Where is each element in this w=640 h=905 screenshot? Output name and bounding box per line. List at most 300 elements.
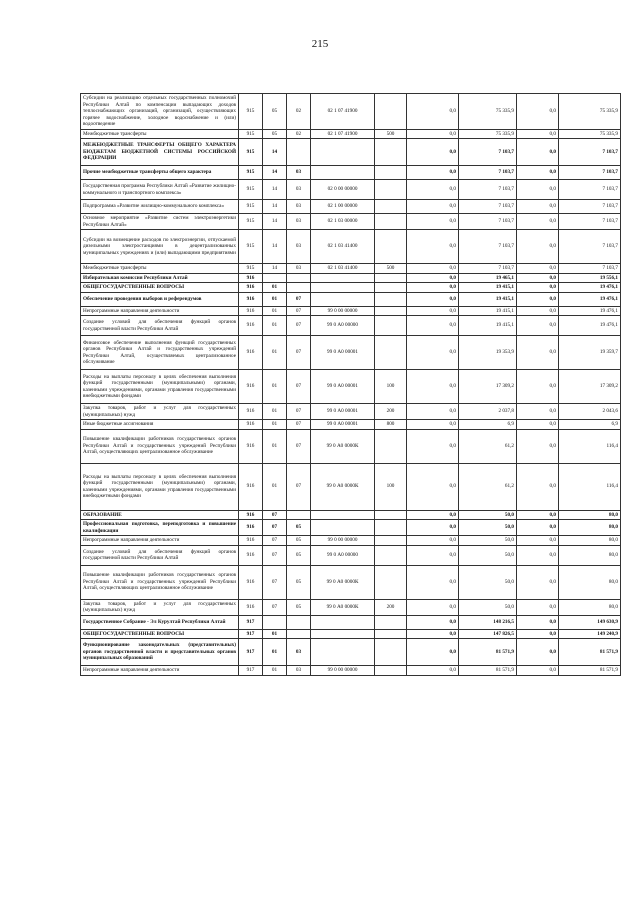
amount-cell: 0,0 — [517, 336, 559, 370]
amount-cell: 0,0 — [517, 429, 559, 463]
amount-cell: 0,0 — [517, 264, 559, 274]
amount-cell: 7 103,7 — [459, 214, 517, 230]
amount-cell: 7 103,7 — [459, 200, 517, 214]
amount-cell: 19 465,1 — [459, 273, 517, 283]
section-code-cell: 01 — [263, 283, 287, 293]
subsection-code-cell — [287, 615, 311, 629]
table-row — [81, 615, 621, 629]
subsection-code-cell: 07 — [287, 420, 311, 430]
expense-type-cell: 800 — [375, 420, 407, 430]
section-code-cell: 14 — [263, 139, 287, 166]
amount-cell: 0,0 — [517, 180, 559, 200]
amount-cell: 19 353,9 — [459, 336, 517, 370]
expense-type-cell — [375, 316, 407, 336]
amount-cell: 0,0 — [517, 230, 559, 264]
amount-cell: 0,0 — [407, 264, 459, 274]
section-code-cell: 07 — [263, 565, 287, 599]
row-name-cell: Непрограммные направления деятельности — [81, 306, 239, 316]
amount-cell: 0,0 — [517, 166, 559, 180]
amount-cell: 0,0 — [407, 292, 459, 306]
admin-code-cell: 916 — [239, 336, 263, 370]
amount-cell: 7 103,7 — [559, 214, 621, 230]
budget-table — [80, 93, 621, 676]
target-item-cell: 99 0 А0 00000 — [311, 316, 375, 336]
amount-cell: 81 571,9 — [559, 666, 621, 676]
amount-cell: 19 359,7 — [559, 336, 621, 370]
admin-code-cell: 915 — [239, 166, 263, 180]
amount-cell: 0,0 — [407, 420, 459, 430]
amount-cell: 80,0 — [559, 510, 621, 520]
table-row — [81, 336, 621, 370]
section-code-cell: 05 — [263, 129, 287, 139]
amount-cell: 81 571,9 — [559, 639, 621, 666]
amount-cell: 0,0 — [407, 510, 459, 520]
amount-cell: 7 103,7 — [459, 180, 517, 200]
section-code-cell — [263, 615, 287, 629]
amount-cell: 19 476,1 — [559, 316, 621, 336]
row-name-cell: Межбюджетные трансферты — [81, 129, 239, 139]
table-row — [81, 639, 621, 666]
amount-cell: 19 415,1 — [459, 306, 517, 316]
table-row — [81, 463, 621, 510]
amount-cell: 0,0 — [517, 404, 559, 420]
subsection-code-cell: 05 — [287, 520, 311, 536]
amount-cell: 0,0 — [517, 200, 559, 214]
admin-code-cell: 916 — [239, 520, 263, 536]
table-row — [81, 273, 621, 283]
amount-cell: 0,0 — [517, 283, 559, 293]
subsection-code-cell: 02 — [287, 94, 311, 130]
table-row — [81, 404, 621, 420]
subsection-code-cell: 07 — [287, 404, 311, 420]
expense-type-cell — [375, 629, 407, 639]
amount-cell: 7 103,7 — [559, 264, 621, 274]
amount-cell: 0,0 — [407, 639, 459, 666]
amount-cell: 0,0 — [407, 273, 459, 283]
amount-cell: 81 571,9 — [459, 639, 517, 666]
subsection-code-cell: 05 — [287, 565, 311, 599]
admin-code-cell: 917 — [239, 639, 263, 666]
amount-cell: 0,0 — [407, 520, 459, 536]
section-code-cell: 05 — [263, 94, 287, 130]
subsection-code-cell: 03 — [287, 666, 311, 676]
amount-cell: 0,0 — [407, 139, 459, 166]
subsection-code-cell: 03 — [287, 200, 311, 214]
admin-code-cell: 915 — [239, 214, 263, 230]
amount-cell: 149 240,9 — [559, 629, 621, 639]
table-row — [81, 565, 621, 599]
amount-cell: 0,0 — [517, 316, 559, 336]
section-code-cell: 14 — [263, 180, 287, 200]
row-name-cell: Обеспечение проведения выборов и референдумов — [81, 292, 239, 306]
amount-cell: 0,0 — [407, 94, 459, 130]
target-item-cell: 02 1 03 00000 — [311, 214, 375, 230]
amount-cell: 2 037,8 — [459, 404, 517, 420]
section-code-cell: 14 — [263, 230, 287, 264]
expense-type-cell — [375, 180, 407, 200]
amount-cell: 0,0 — [517, 306, 559, 316]
subsection-code-cell: 03 — [287, 639, 311, 666]
target-item-cell — [311, 273, 375, 283]
expense-type-cell — [375, 615, 407, 629]
row-name-cell: Повышение квалификации работников государственных органов Республики Алтай и государственных учреждений Республики Алтай, осуществляющих централизованное обслуживание — [81, 429, 239, 463]
expense-type-cell: 100 — [375, 370, 407, 404]
amount-cell: 147 826,5 — [459, 629, 517, 639]
target-item-cell: 02 1 00 00000 — [311, 200, 375, 214]
amount-cell: 0,0 — [517, 129, 559, 139]
section-code-cell: 07 — [263, 536, 287, 546]
amount-cell: 7 103,7 — [459, 264, 517, 274]
section-code-cell: 07 — [263, 545, 287, 565]
table-row — [81, 429, 621, 463]
section-code-cell: 14 — [263, 214, 287, 230]
subsection-code-cell — [287, 139, 311, 166]
row-name-cell: Расходы на выплаты персоналу в целях обеспечения выполнения функций государственными (муниципальными) органами, казенными учреждениями, органами управления государственными внебюджетными фондами — [81, 463, 239, 510]
admin-code-cell: 916 — [239, 316, 263, 336]
amount-cell: 0,0 — [517, 214, 559, 230]
table-row — [81, 139, 621, 166]
amount-cell: 7 103,7 — [559, 200, 621, 214]
target-item-cell: 02 1 03 41400 — [311, 230, 375, 264]
amount-cell: 149 630,9 — [559, 615, 621, 629]
table-row — [81, 420, 621, 430]
target-item-cell — [311, 510, 375, 520]
amount-cell: 0,0 — [407, 306, 459, 316]
amount-cell: 50,0 — [459, 520, 517, 536]
target-item-cell: 02 1 07 41900 — [311, 94, 375, 130]
row-name-cell: ОБЩЕГОСУДАРСТВЕННЫЕ ВОПРОСЫ — [81, 629, 239, 639]
admin-code-cell: 916 — [239, 599, 263, 615]
amount-cell: 6,9 — [559, 420, 621, 430]
amount-cell: 0,0 — [407, 536, 459, 546]
expense-type-cell — [375, 510, 407, 520]
expense-type-cell — [375, 273, 407, 283]
amount-cell: 50,0 — [459, 545, 517, 565]
amount-cell: 0,0 — [407, 283, 459, 293]
target-item-cell: 02 0 00 00000 — [311, 180, 375, 200]
amount-cell: 61,2 — [459, 463, 517, 510]
expense-type-cell — [375, 94, 407, 130]
row-name-cell: Избирательная комиссия Республики Алтай — [81, 273, 239, 283]
table-row — [81, 180, 621, 200]
admin-code-cell: 915 — [239, 129, 263, 139]
admin-code-cell: 915 — [239, 180, 263, 200]
row-name-cell: Создание условий для обеспечения функций органов государственной власти Республики Алтай — [81, 545, 239, 565]
subsection-code-cell — [287, 283, 311, 293]
amount-cell: 0,0 — [407, 230, 459, 264]
section-code-cell: 01 — [263, 639, 287, 666]
amount-cell: 0,0 — [407, 599, 459, 615]
amount-cell: 61,2 — [459, 429, 517, 463]
row-name-cell: Субсидии на возмещение расходов по электроэнергии, отпускаемой дизельными электростанциями в децентрализованных муниципальных учреждениях и (или) выпадающими предприятиями — [81, 230, 239, 264]
section-code-cell: 14 — [263, 200, 287, 214]
amount-cell: 0,0 — [517, 420, 559, 430]
admin-code-cell: 916 — [239, 565, 263, 599]
amount-cell: 0,0 — [517, 370, 559, 404]
admin-code-cell: 916 — [239, 292, 263, 306]
amount-cell: 17 309,2 — [459, 370, 517, 404]
admin-code-cell: 916 — [239, 510, 263, 520]
subsection-code-cell: 07 — [287, 292, 311, 306]
row-name-cell: Непрограммные направления деятельности — [81, 666, 239, 676]
table-row — [81, 666, 621, 676]
table-row — [81, 129, 621, 139]
amount-cell: 80,0 — [559, 536, 621, 546]
table-row — [81, 292, 621, 306]
amount-cell: 0,0 — [407, 615, 459, 629]
amount-cell: 0,0 — [407, 129, 459, 139]
target-item-cell — [311, 629, 375, 639]
section-code-cell: 14 — [263, 166, 287, 180]
subsection-code-cell: 07 — [287, 316, 311, 336]
target-item-cell: 99 0 А0 00001 — [311, 420, 375, 430]
expense-type-cell — [375, 230, 407, 264]
expense-type-cell — [375, 200, 407, 214]
amount-cell: 2 043,6 — [559, 404, 621, 420]
table-row — [81, 306, 621, 316]
subsection-code-cell: 03 — [287, 264, 311, 274]
table-row — [81, 545, 621, 565]
admin-code-cell: 915 — [239, 139, 263, 166]
amount-cell: 0,0 — [517, 536, 559, 546]
expense-type-cell — [375, 565, 407, 599]
section-code-cell: 01 — [263, 370, 287, 404]
section-code-cell: 01 — [263, 463, 287, 510]
amount-cell: 19 415,1 — [459, 283, 517, 293]
target-item-cell: 02 1 07 41900 — [311, 129, 375, 139]
row-name-cell: Расходы на выплаты персоналу в целях обеспечения выполнения функций государственными (муниципальными) органами, казенными учреждениями, органами управления государственными внебюджетными фондами — [81, 370, 239, 404]
admin-code-cell: 915 — [239, 200, 263, 214]
row-name-cell: Иные бюджетные ассигнования — [81, 420, 239, 430]
table-row — [81, 520, 621, 536]
amount-cell: 0,0 — [517, 639, 559, 666]
row-name-cell: МЕЖБЮДЖЕТНЫЕ ТРАНСФЕРТЫ ОБЩЕГО ХАРАКТЕРА БЮДЖЕТАМ БЮДЖЕТНОЙ СИСТЕМЫ РОССИЙСКОЙ ФЕДЕРАЦИИ — [81, 139, 239, 166]
expense-type-cell — [375, 336, 407, 370]
row-name-cell: Межбюджетные трансферты — [81, 264, 239, 274]
row-name-cell: Финансовое обеспечение выполнения функций государственных органов Республики Алтай и государственных учреждений Республики Алтай, осуществляемых централизованное обслуживание — [81, 336, 239, 370]
amount-cell: 0,0 — [407, 545, 459, 565]
expense-type-cell — [375, 283, 407, 293]
amount-cell: 0,0 — [517, 545, 559, 565]
expense-type-cell — [375, 139, 407, 166]
target-item-cell: 99 0 А0 0000К — [311, 429, 375, 463]
row-name-cell: Государственное Собрание - Эл Курултай Республики Алтай — [81, 615, 239, 629]
table-row — [81, 629, 621, 639]
amount-cell: 19 556,1 — [559, 273, 621, 283]
admin-code-cell: 916 — [239, 283, 263, 293]
section-code-cell: 01 — [263, 306, 287, 316]
expense-type-cell — [375, 166, 407, 180]
row-name-cell: Создание условий для обеспечения функций органов государственной власти Республики Алтай — [81, 316, 239, 336]
admin-code-cell: 916 — [239, 273, 263, 283]
section-code-cell: 07 — [263, 520, 287, 536]
amount-cell: 0,0 — [407, 370, 459, 404]
expense-type-cell — [375, 545, 407, 565]
amount-cell: 0,0 — [517, 94, 559, 130]
subsection-code-cell: 07 — [287, 429, 311, 463]
admin-code-cell: 915 — [239, 94, 263, 130]
amount-cell: 0,0 — [517, 463, 559, 510]
section-code-cell: 01 — [263, 404, 287, 420]
row-name-cell: Повышение квалификации работников государственных органов Республики Алтай и государственных учреждений Республики Алтай, осуществляющих централизованное обслуживание — [81, 565, 239, 599]
admin-code-cell: 916 — [239, 370, 263, 404]
table-row — [81, 214, 621, 230]
amount-cell: 7 103,7 — [459, 230, 517, 264]
amount-cell: 0,0 — [517, 599, 559, 615]
amount-cell: 50,0 — [459, 510, 517, 520]
row-name-cell: ОБРАЗОВАНИЕ — [81, 510, 239, 520]
amount-cell: 80,0 — [559, 520, 621, 536]
amount-cell: 148 216,5 — [459, 615, 517, 629]
amount-cell: 0,0 — [407, 166, 459, 180]
section-code-cell: 01 — [263, 666, 287, 676]
target-item-cell — [311, 615, 375, 629]
amount-cell: 75 335,9 — [559, 129, 621, 139]
subsection-code-cell — [287, 510, 311, 520]
target-item-cell — [311, 283, 375, 293]
amount-cell: 0,0 — [407, 180, 459, 200]
amount-cell: 80,0 — [559, 599, 621, 615]
subsection-code-cell: 05 — [287, 536, 311, 546]
target-item-cell: 99 0 А0 00001 — [311, 370, 375, 404]
amount-cell: 7 103,7 — [559, 230, 621, 264]
target-item-cell: 99 0 А0 00001 — [311, 404, 375, 420]
row-name-cell: Закупка товаров, работ и услуг для государственных (муниципальных) нужд — [81, 599, 239, 615]
amount-cell: 0,0 — [407, 316, 459, 336]
expense-type-cell: 500 — [375, 264, 407, 274]
subsection-code-cell: 07 — [287, 463, 311, 510]
target-item-cell: 99 0 А0 0000К — [311, 565, 375, 599]
subsection-code-cell: 03 — [287, 214, 311, 230]
expense-type-cell — [375, 520, 407, 536]
amount-cell: 0,0 — [407, 429, 459, 463]
section-code-cell: 01 — [263, 420, 287, 430]
table-row — [81, 230, 621, 264]
admin-code-cell: 916 — [239, 429, 263, 463]
amount-cell: 19 415,1 — [459, 292, 517, 306]
table-row — [81, 283, 621, 293]
admin-code-cell: 917 — [239, 615, 263, 629]
subsection-code-cell: 07 — [287, 306, 311, 316]
expense-type-cell — [375, 292, 407, 306]
subsection-code-cell: 03 — [287, 166, 311, 180]
target-item-cell — [311, 139, 375, 166]
amount-cell: 0,0 — [407, 404, 459, 420]
amount-cell: 81 571,9 — [459, 666, 517, 676]
row-name-cell: ОБЩЕГОСУДАРСТВЕННЫЕ ВОПРОСЫ — [81, 283, 239, 293]
target-item-cell: 99 0 00 00000 — [311, 536, 375, 546]
subsection-code-cell: 02 — [287, 129, 311, 139]
admin-code-cell: 916 — [239, 306, 263, 316]
expense-type-cell — [375, 639, 407, 666]
subsection-code-cell: 05 — [287, 545, 311, 565]
table-row — [81, 599, 621, 615]
amount-cell: 75 335,9 — [559, 94, 621, 130]
target-item-cell: 99 0 А0 00000 — [311, 545, 375, 565]
expense-type-cell — [375, 306, 407, 316]
section-code-cell: 01 — [263, 336, 287, 370]
amount-cell: 50,0 — [459, 599, 517, 615]
admin-code-cell: 916 — [239, 536, 263, 546]
section-code-cell: 01 — [263, 292, 287, 306]
subsection-code-cell: 03 — [287, 230, 311, 264]
admin-code-cell: 917 — [239, 629, 263, 639]
section-code-cell: 01 — [263, 429, 287, 463]
amount-cell: 0,0 — [407, 200, 459, 214]
section-code-cell: 07 — [263, 510, 287, 520]
expense-type-cell — [375, 429, 407, 463]
subsection-code-cell — [287, 629, 311, 639]
amount-cell: 50,0 — [459, 565, 517, 599]
target-item-cell: 02 1 03 41400 — [311, 264, 375, 274]
admin-code-cell: 916 — [239, 420, 263, 430]
row-name-cell: Государственная программа Республики Алтай «Развитие жилищно-коммунального и транспортного комплекса» — [81, 180, 239, 200]
expense-type-cell — [375, 214, 407, 230]
amount-cell: 0,0 — [407, 565, 459, 599]
table-row — [81, 510, 621, 520]
amount-cell: 0,0 — [407, 666, 459, 676]
amount-cell: 0,0 — [407, 463, 459, 510]
target-item-cell — [311, 520, 375, 536]
amount-cell: 0,0 — [517, 510, 559, 520]
target-item-cell — [311, 166, 375, 180]
amount-cell: 0,0 — [517, 520, 559, 536]
amount-cell: 19 415,1 — [459, 316, 517, 336]
target-item-cell: 99 0 А0 0000К — [311, 599, 375, 615]
subsection-code-cell: 07 — [287, 336, 311, 370]
amount-cell: 0,0 — [407, 629, 459, 639]
row-name-cell: Функционирование законодательных (представительных) органов государственной власти и представительных органов муниципальных образований — [81, 639, 239, 666]
amount-cell: 7 103,7 — [459, 166, 517, 180]
amount-cell: 0,0 — [517, 666, 559, 676]
amount-cell: 0,0 — [517, 565, 559, 599]
amount-cell: 7 103,7 — [559, 166, 621, 180]
amount-cell: 7 103,7 — [459, 139, 517, 166]
table-row — [81, 316, 621, 336]
amount-cell: 19 476,1 — [559, 283, 621, 293]
amount-cell: 0,0 — [517, 139, 559, 166]
subsection-code-cell: 05 — [287, 599, 311, 615]
target-item-cell: 99 0 А0 0000К — [311, 463, 375, 510]
table-row — [81, 94, 621, 130]
target-item-cell: 99 0 А0 00001 — [311, 336, 375, 370]
section-code-cell: 01 — [263, 316, 287, 336]
row-name-cell: Подпрограмма «Развитие жилищно-коммунального комплекса» — [81, 200, 239, 214]
amount-cell: 0,0 — [517, 629, 559, 639]
table-row — [81, 370, 621, 404]
subsection-code-cell — [287, 273, 311, 283]
row-name-cell: Закупка товаров, работ и услуг для государственных (муниципальных) нужд — [81, 404, 239, 420]
amount-cell: 80,0 — [559, 545, 621, 565]
row-name-cell: Непрограммные направления деятельности — [81, 536, 239, 546]
amount-cell: 7 103,7 — [559, 180, 621, 200]
table-row — [81, 264, 621, 274]
section-code-cell: 01 — [263, 629, 287, 639]
expense-type-cell — [375, 536, 407, 546]
amount-cell: 80,0 — [559, 565, 621, 599]
amount-cell: 0,0 — [407, 336, 459, 370]
subsection-code-cell: 03 — [287, 180, 311, 200]
amount-cell: 50,0 — [459, 536, 517, 546]
amount-cell: 0,0 — [517, 292, 559, 306]
amount-cell: 6,9 — [459, 420, 517, 430]
expense-type-cell — [375, 666, 407, 676]
expense-type-cell: 200 — [375, 404, 407, 420]
page-number: 215 — [311, 38, 329, 50]
admin-code-cell: 916 — [239, 463, 263, 510]
expense-type-cell: 100 — [375, 463, 407, 510]
target-item-cell: 99 0 00 00000 — [311, 306, 375, 316]
